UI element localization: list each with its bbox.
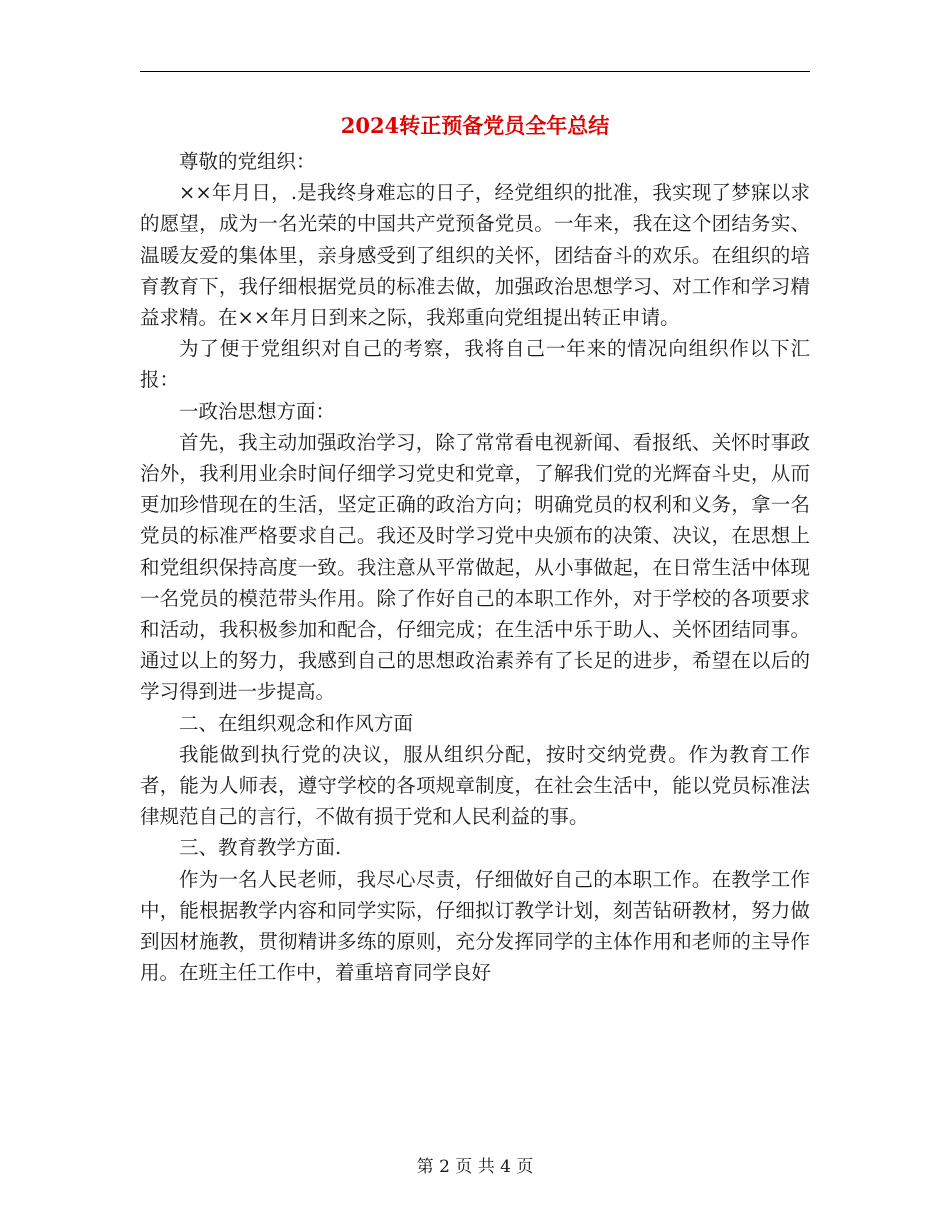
document-body bbox=[140, 146, 810, 988]
paragraph: 我能做到执行党的决议，服从组织分配，按时交纳党费。作为教育工作者，能为人师表，遵守学校的各项规章制度，在社会生活中，能以党员标准法律规范自己的言行，不做有损于党和人民利益的事。 bbox=[140, 742, 810, 829]
section-heading: 一政治思想方面： bbox=[179, 399, 336, 423]
page-number-footer: 第 2 页 共 4 页 bbox=[416, 1157, 534, 1177]
header-rule bbox=[140, 71, 810, 72]
paragraph: 首先，我主动加强政治学习，除了常常看电视新闻、看报纸、关怀时事政治外，我利用业余时间仔细学习党史和党章，了解我们党的光辉奋斗史，从而更加珍惜现在的生活，坚定正确的政治方向；明确党员的权利和义务，拿一名党员的标准严格要求自己。我还及时学习党中央颁布的决策、决议，在思想上和党组织保持高度一致。我注意从平常做起，从小事做起，在日常生活中体现一名党员的模范带头作用。除了作好自己的本职工作外，对于学校的各项要求和活动，我积极参加和配合，仔细完成；在生活中乐于助人、关怀团结同事。通过以上的努力，我感到自己的思想政治素养有了长足的进步，希望在以后的学习得到进一步提高。 bbox=[140, 430, 810, 704]
section-heading: 二、在组织观念和作风方面 bbox=[179, 711, 414, 735]
salutation: 尊敬的党组织： bbox=[179, 150, 316, 173]
section-heading: 三、教育教学方面. bbox=[179, 836, 342, 860]
paragraph: ××年月日，.是我终身难忘的日子，经党组织的批准，我实现了梦寐以求的愿望，成为一名光荣的中国共产党预备党员。一年来，我在这个团结务实、温暖友爱的集体里，亲身感受到了组织的关怀，团结奋斗的欢乐。在组织的培育教育下，我仔细根据党员的标准去做，加强政治思想学习、对工作和学习精益求精。在××年月日到来之际，我郑重向党组提出转正申请。 bbox=[140, 181, 810, 330]
paragraph: 为了便于党组织对自己的考察，我将自己一年来的情况向组织作以下汇报： bbox=[140, 337, 810, 392]
paragraph: 作为一名人民老师，我尽心尽责，仔细做好自己的本职工作。在教学工作中，能根据教学内容和同学实际，仔细拟订教学计划，刻苦钻研教材，努力做到因材施教，贯彻精讲多练的原则，充分发挥同学的主体作用和老师的主导作用。在班主任工作中，着重培育同学良好 bbox=[140, 867, 810, 985]
document-title: 2024转正预备党员全年总结 bbox=[340, 113, 610, 138]
